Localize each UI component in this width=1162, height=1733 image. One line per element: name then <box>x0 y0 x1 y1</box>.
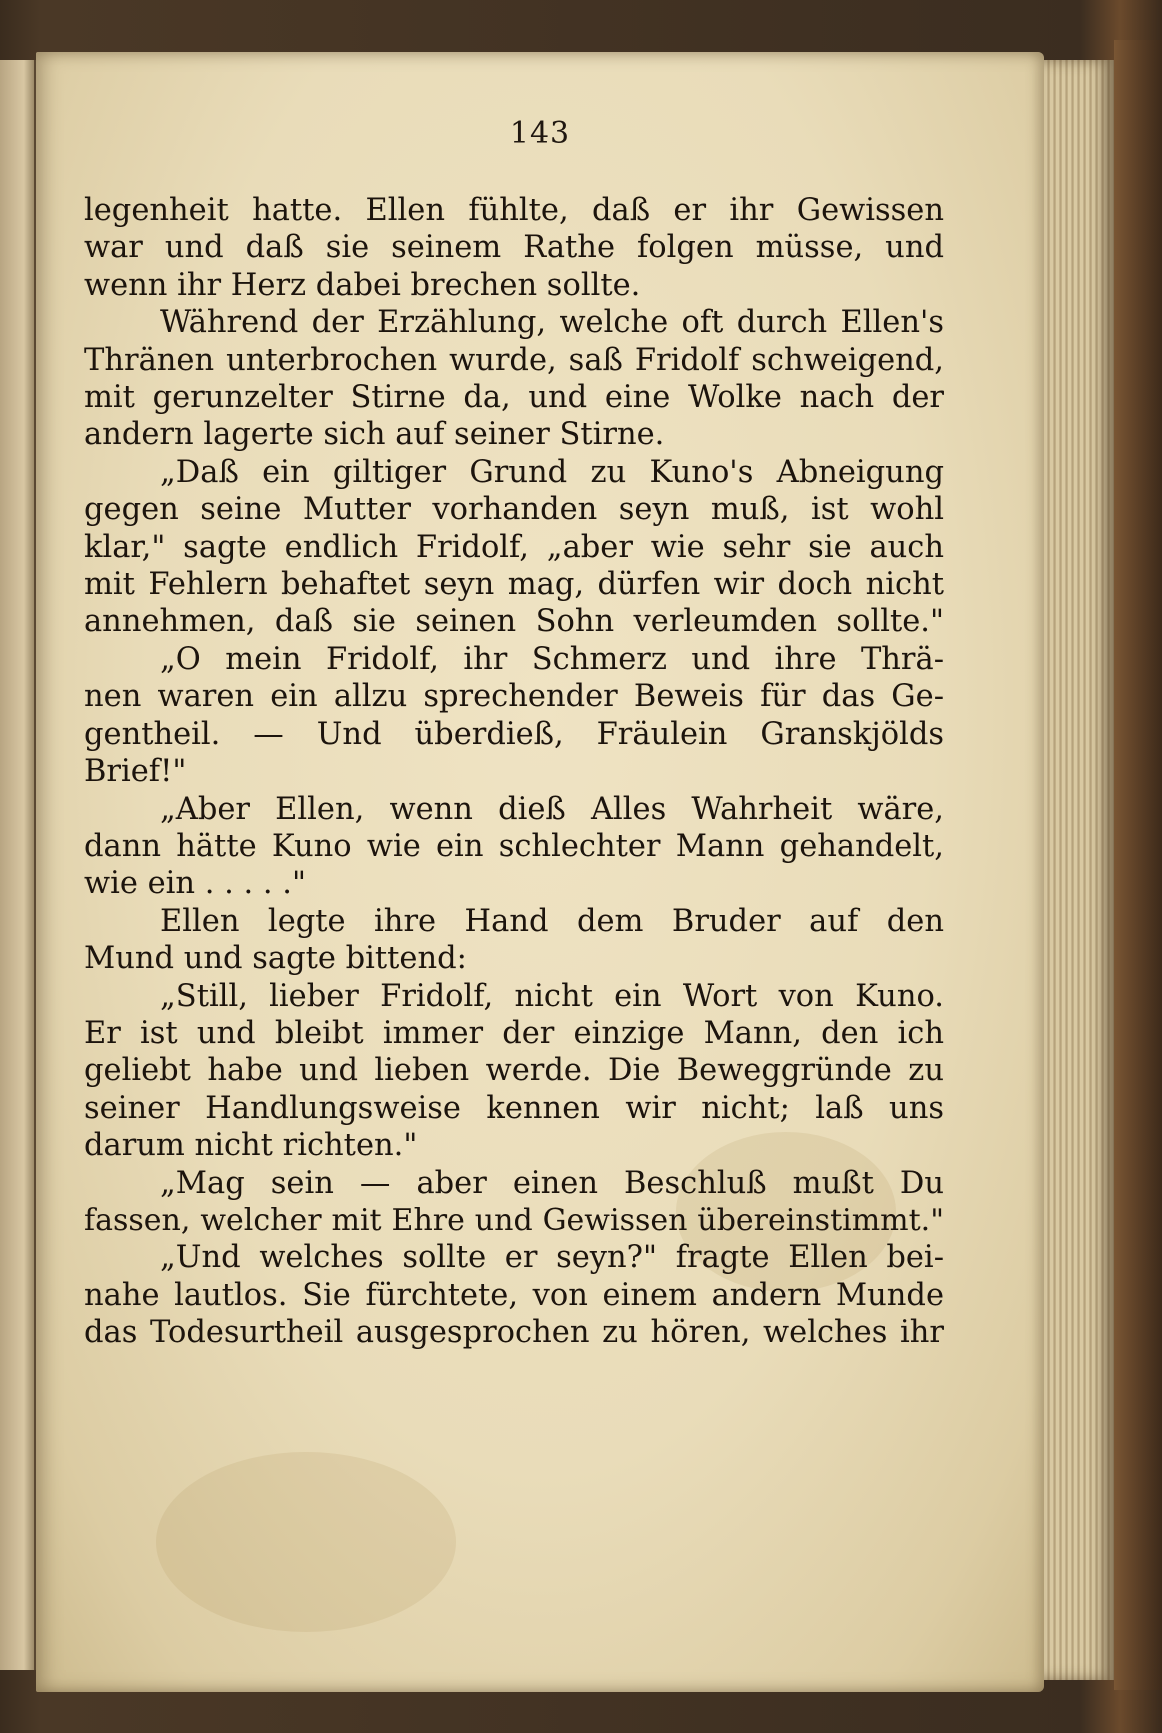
text-line: Mund und sagte bittend: <box>84 941 467 977</box>
text-line: klar," sagte endlich Fridolf, „aber wie sehr sie auch <box>84 529 944 565</box>
text-line: seiner Handlungsweise kennen wir nicht; laß uns <box>84 1090 944 1126</box>
text-line: mit gerunzelter Stirne da, und eine Wolke nach der <box>84 380 944 416</box>
left-page-edge <box>0 60 36 1670</box>
page-number: 143 <box>509 116 571 151</box>
text-line: darum nicht richten." <box>84 1128 418 1164</box>
text-line: „Daß ein giltiger Grund zu Kuno's Abneigung <box>160 454 944 490</box>
text-line: legenheit hatte. Ellen fühlte, daß er ihr Gewissen <box>84 193 944 228</box>
text-line: annehmen, daß sie seinen Sohn verleumden sollte." <box>84 604 944 640</box>
text-line: Während der Erzählung, welche oft durch Ellen's <box>160 305 944 341</box>
text-line: „Aber Ellen, wenn dieß Alles Wahrheit wäre, <box>160 791 944 827</box>
text-line: Er ist und bleibt immer der einzige Mann, den ich <box>84 1015 944 1051</box>
text-line: „Und welches sollte er seyn?" fragte Ellen bei- <box>160 1240 944 1276</box>
text-line: fassen, welcher mit Ehre und Gewissen übereinstimmt." <box>84 1202 944 1238</box>
text-line: wie ein . . . . ." <box>84 866 307 902</box>
text-line: nahe lautlos. Sie fürchtete, von einem andern Munde <box>84 1277 944 1313</box>
text-line: Ellen legte ihre Hand dem Bruder auf den <box>160 903 944 939</box>
book-page <box>36 52 1044 1692</box>
text-line: gentheil. — Und überdieß, Fräulein Granskjölds <box>84 716 944 752</box>
text-line: andern lagerte sich auf seiner Stirne. <box>84 417 665 453</box>
text-line: „Mag sein — aber einen Beschluß mußt Du <box>160 1165 944 1201</box>
page-stack-edge <box>1044 60 1114 1680</box>
text-line: Thränen unterbrochen wurde, saß Fridolf schweigend, <box>84 342 944 378</box>
text-line: das Todesurtheil ausgesprochen zu hören, welches ihr <box>84 1315 944 1351</box>
text-line: „Still, lieber Fridolf, nicht ein Wort von Kuno. <box>160 978 944 1014</box>
text-line: wenn ihr Herz dabei brechen sollte. <box>84 267 641 303</box>
body-text <box>84 192 944 1352</box>
text-line: mit Fehlern behaftet seyn mag, dürfen wir doch nicht <box>84 567 944 603</box>
book-cover-edge <box>1114 40 1162 1690</box>
text-line: war und daß sie seinem Rathe folgen müsse, und <box>84 230 944 266</box>
text-line: geliebt habe und lieben werde. Die Beweggründe zu <box>84 1053 944 1089</box>
paper-stain <box>156 1452 456 1632</box>
text-line: dann hätte Kuno wie ein schlechter Mann gehandelt, <box>84 828 944 864</box>
text-line: Brief!" <box>84 754 187 790</box>
text-line: „O mein Fridolf, ihr Schmerz und ihre Thrä- <box>160 641 944 677</box>
text-line: nen waren ein allzu sprechender Beweis für das Ge- <box>84 679 944 715</box>
text-line: gegen seine Mutter vorhanden seyn muß, ist wohl <box>84 492 944 528</box>
